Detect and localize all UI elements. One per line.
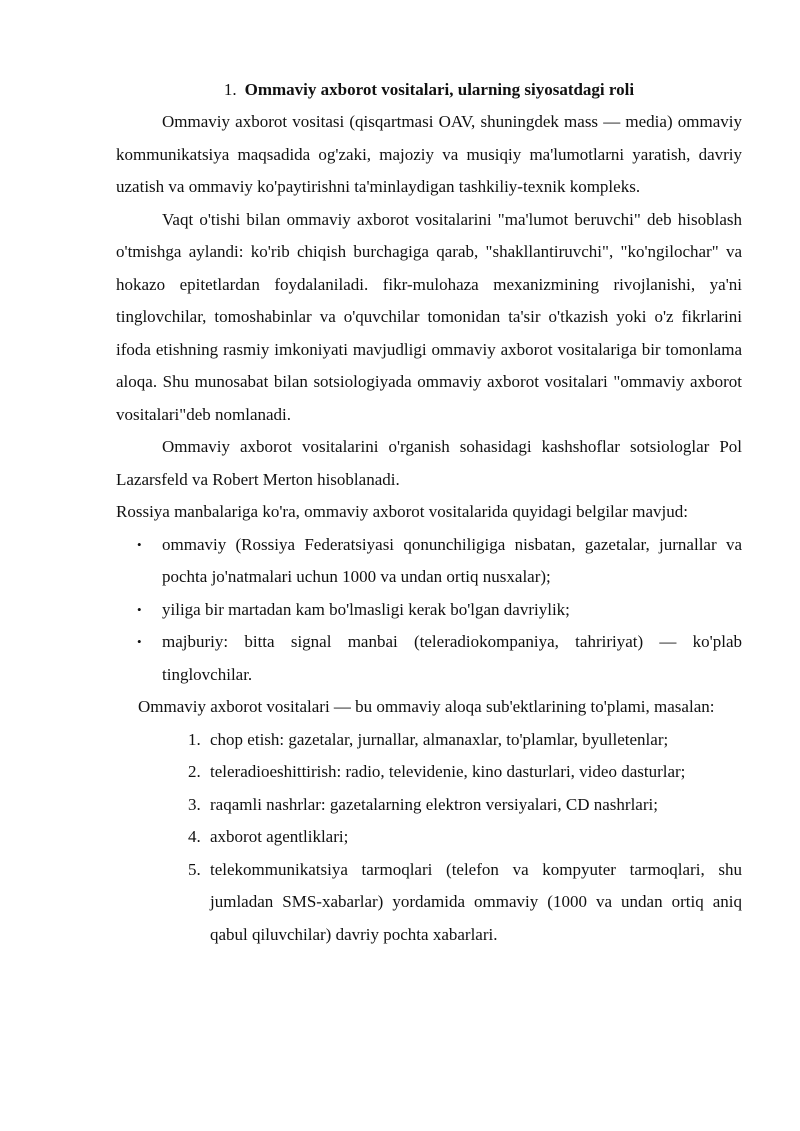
list-item [116, 821, 742, 854]
list-number: 4. [188, 827, 201, 846]
paragraph-definition: Ommaviy axborot vositasi (qisqartmasi OAV, shuningdek mass — media) ommaviy kommunikatsiya maqsadida og'zaki, majoziy va musiqiy ma'lumotlarni yaratish, davriy uzatish va ommaviy ko'paytirishni ta'minlaydigan tashkiliy-texnik kompleks. [116, 112, 742, 196]
list-item [116, 756, 742, 789]
features-list [116, 529, 742, 692]
list-number: 5. [188, 859, 201, 879]
paragraph-media-types: Ommaviy axborot vositalari — bu ommaviy aloqa sub'ektlarining to'plami, masalan: [138, 697, 715, 716]
section-heading [116, 76, 742, 104]
list-item-text: ommaviy (Rossiya Federatsiyasi qonunchiligiga nisbatan, gazetalar, jurnallar va pochta jo'natmalari uchun 1000 va undan ortiq nusxalar); [162, 534, 742, 586]
list-number: 2. [188, 762, 201, 781]
bullet-icon: • [137, 601, 142, 617]
media-types-list [116, 724, 742, 952]
paragraph-russian-sources: Rossiya manbalariga ko'ra, ommaviy axborot vositalarida quyidagi belgilar mavjud: [116, 502, 688, 521]
paragraph-history: Vaqt o'tishi bilan ommaviy axborot vositalarini "ma'lumot beruvchi" deb hisoblash o'tmishga aylandi: ko'rib chiqish burchagiga qarab, "shakllantiruvchi", "ko'ngilochar" va hokazo epitetlardan foydalaniladi. fikr-mulohaza mexanizmining rivojlanishi, ya'ni tinglovchilar, tomoshabinlar va o'quvchilar tomonidan ta'sir o'tkazish yoki o'z fikrlarini ifoda etishning rasmiy imkoniyati mavjudligi ommaviy axborot vositalariga bir tomonlama aloqa. Shu munosabat bilan sotsiologiyada ommaviy axborot vositalari "ommaviy axborot vositalari"deb nomlanadi. [116, 209, 742, 424]
list-number: 1. [188, 729, 201, 749]
bullet-icon: • [137, 634, 142, 649]
bullet-icon: • [137, 536, 142, 552]
list-item-text: yiliga bir martadan kam bo'lmasligi kerak bo'lgan davriylik; [162, 599, 570, 619]
list-item-text: axborot agentliklari; [210, 827, 349, 846]
list-item [116, 626, 742, 691]
list-number: 3. [188, 794, 201, 814]
list-item-text: majburiy: bitta signal manbai (teleradiokompaniya, tahririyat) — ko'plab tinglovchilar. [162, 632, 742, 684]
list-item-text: chop etish: gazetalar, jurnallar, almanaxlar, to'plamlar, byulletenlar; [210, 729, 669, 749]
list-item [116, 529, 742, 594]
list-item-text: telekommunikatsiya tarmoqlari (telefon va kompyuter tarmoqlari, shu jumladan SMS-xabarlar) yordamida ommaviy (1000 va undan ortiq aniq qabul qiluvchilar) davriy pochta xabarlari. [210, 859, 742, 944]
document-page [116, 76, 742, 951]
list-item-text: teleradioeshittirish: radio, televidenie, kino dasturlari, video dasturlar; [210, 762, 686, 781]
list-item [116, 789, 742, 822]
list-item [116, 724, 742, 757]
list-item [116, 854, 742, 952]
list-item-text: raqamli nashrlar: gazetalarning elektron versiyalari, CD nashrlari; [210, 794, 658, 814]
section-title: Ommaviy axborot vositalari, ularning siyosatdagi roli [244, 80, 635, 99]
list-item [116, 594, 742, 627]
paragraph-pioneers: Ommaviy axborot vositalarini o'rganish sohasidagi kashshoflar sotsiologlar Pol Lazarsfeld va Robert Merton hisoblanadi. [116, 437, 742, 489]
section-number: 1. [223, 80, 237, 99]
